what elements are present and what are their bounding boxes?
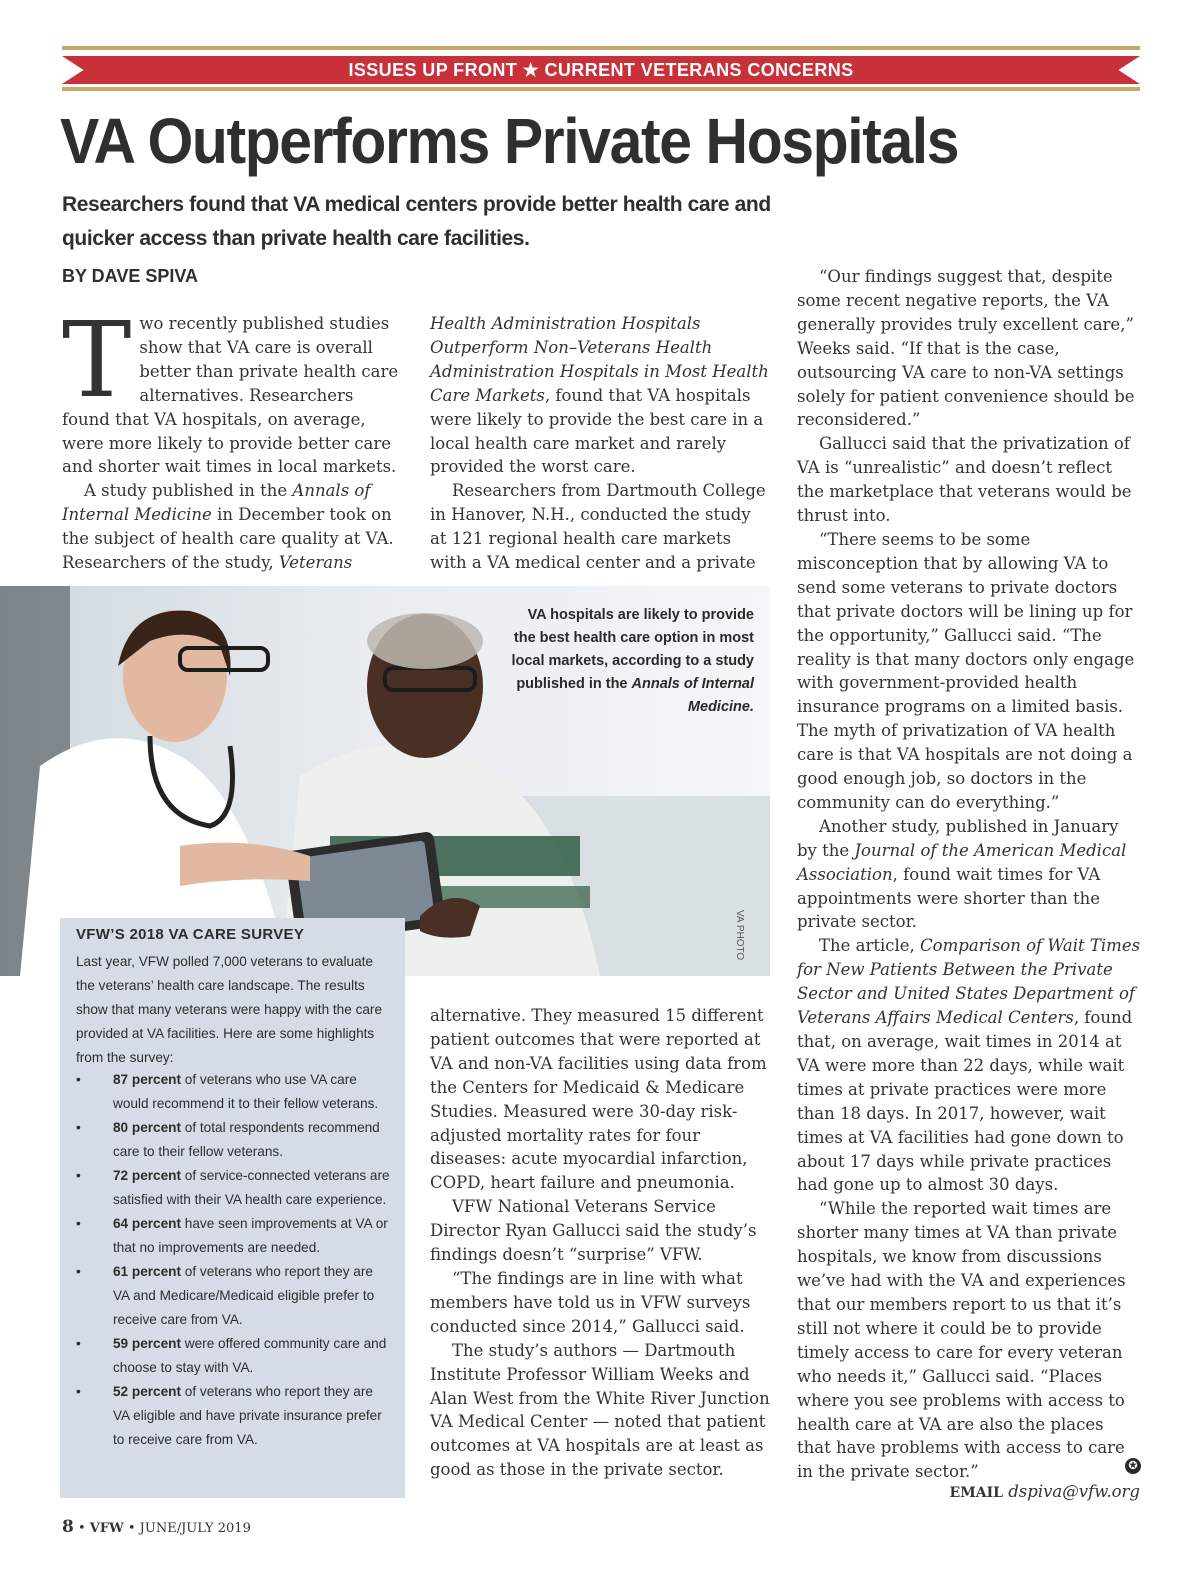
banner-top-rule (62, 46, 1140, 50)
paragraph: A study published in the Annals of Internal Medicine in December took on the subject of health care quality at VA. Researchers of the study, Veterans (62, 481, 394, 573)
byline: BY DAVE SPIVA (62, 266, 199, 286)
article-title: VA Outperforms Private Hospitals (60, 105, 959, 177)
column-1 (62, 299, 402, 575)
column-3 (797, 265, 1142, 1484)
photo-caption: VA hospitals are likely to provide the best health care option in most local markets, according to a study published in the Annals of Internal Medicine. (511, 607, 754, 715)
paragraph: “Our findings suggest that, despite some recent negative reports, the VA generally provides truly excellent care,” Weeks said. “If that is the case, outsourcing VA care to non-VA settings solely for patient convenience should be reconsidered.” (797, 267, 1135, 430)
survey-sidebar (60, 918, 405, 1498)
survey-highlights-list (76, 1068, 392, 1452)
drop-cap: T (62, 299, 132, 421)
subtitle-line: Researchers found that VA medical centers provide better health care and (62, 193, 771, 216)
email-address[interactable]: dspiva@vfw.org (1008, 1482, 1140, 1501)
list-item: • 52 percent of veterans who report they are VA eligible and have private insurance prefer to receive care from VA. (76, 1380, 392, 1452)
paragraph: Gallucci said that the privatization of VA is “unrealistic” and doesn’t reflect the marketplace that veterans would be thrust into. (797, 434, 1132, 526)
paragraph: “The findings are in line with what members have told us in VFW surveys conducted since 2014,” Gallucci said. (430, 1268, 751, 1336)
list-item: • 59 percent were offered community care and choose to stay with VA. (76, 1332, 392, 1380)
list-item: • 72 percent of service-connected veterans are satisfied with their VA health care experience. (76, 1164, 392, 1212)
list-item: • 80 percent of total respondents recommend care to their fellow veterans. (76, 1116, 392, 1164)
magazine-name: VFW (89, 1521, 124, 1536)
photo-credit: VA PHOTO (734, 910, 745, 961)
list-item: • 64 percent have seen improvements at VA or that no improvements are needed. (76, 1212, 392, 1260)
paragraph: Another study, published in January by the Journal of the American Medical Association, found wait times for VA appointments were shorter than the private sector. (797, 816, 1127, 932)
paragraph: “While the reported wait times are shorter many times at VA than private hospitals, we know from discussions we’ve had with the VA and experiences that our members report to us that it’s still not where it could be to provide timely access to care for every veteran who needs it,” Gallucci said. “Places where you see problems with access to health care at VA are also the places that have problems with access to care in the private sector.” (797, 1199, 1126, 1482)
email-label: EMAIL (949, 1485, 1003, 1501)
section-label: ISSUES UP FRONT ★ CURRENT VETERANS CONCERNS (348, 60, 854, 80)
column-2-top (430, 312, 770, 575)
paragraph: VFW National Veterans Service Director Ryan Gallucci said the study’s findings doesn’t “surprise” VFW. (430, 1197, 757, 1265)
column-2-bottom (430, 1004, 775, 1482)
end-mark-icon: ✪ (1125, 1458, 1141, 1474)
page-footer: 8 • VFW • JUNE/JULY 2019 (62, 1517, 251, 1537)
paragraph: The article, Comparison of Wait Times for New Patients Between the Private Sector and United States Department of Veterans Affairs Medical Centers, found that, on average, wait times in 2014 at VA were more than 22 days, while wait times at private practices were more than 18 days. In 2017, however, wait times at VA facilities had gone down to about 17 days while private practices had gone up to almost 30 days. (797, 936, 1141, 1195)
paragraph: Researchers from Dartmouth College in Hanover, N.H., conducted the study at 121 regional health care markets with a VA medical center and a private (430, 481, 766, 573)
sidebar-title: VFW’S 2018 VA CARE SURVEY (76, 926, 305, 943)
paragraph: Two recently published studies show that VA care is overall better than private health care alternatives. Researchers found that VA hospitals, on average, were more likely to provide better care and shorter wait times in local markets. (62, 299, 399, 477)
issue-date: JUNE/JULY 2019 (139, 1521, 251, 1536)
list-item: • 87 percent of veterans who use VA care would recommend it to their fellow veterans. (76, 1068, 392, 1116)
sidebar-intro: Last year, VFW polled 7,000 veterans to evaluate the veterans’ health care landscape. The results show that many veterans were happy with the care provided at VA facilities. Here are some highlights from the survey: (76, 954, 383, 1065)
banner-bottom-rule (62, 87, 1140, 91)
article-subtitle (62, 188, 822, 256)
list-item: • 61 percent of veterans who report they are VA and Medicare/Medicaid eligible prefer to receive care from VA. (76, 1260, 392, 1332)
subtitle-line: quicker access than private health care facilities. (62, 227, 530, 250)
author-email (950, 1482, 1140, 1501)
page-number: 8 (62, 1517, 74, 1537)
paragraph: The study’s authors — Dartmouth Institute Professor William Weeks and Alan West from the White River Junction VA Medical Center — noted that patient outcomes at VA hospitals are at least as good as those in the private sector. (430, 1340, 770, 1480)
paragraph: Health Administration Hospitals Outperform Non–Veterans Health Administration Hospitals in Most Health Care Markets, found that VA hospitals were likely to provide the best care in a local health care market and rarely provided the worst care. (430, 314, 769, 477)
paragraph: alternative. They measured 15 different patient outcomes that were reported at VA and non-VA facilities using data from the Centers for Medicaid & Medicare Studies. Measured were 30-day risk-adjusted mortality rates for four diseases: acute myocardial infarction, COPD, heart failure and pneumonia. (430, 1006, 767, 1193)
paragraph: “There seems to be some misconception that by allowing VA to send some veterans to private doctors that private doctors will be lining up for the opportunity,” Gallucci said. “The reality is that many doctors only engage with government-provided health insurance programs on a limited basis. The myth of privatization of VA health care is that VA hospitals are not doing a good enough job, so doctors in the community can do everything.” (797, 529, 1135, 812)
